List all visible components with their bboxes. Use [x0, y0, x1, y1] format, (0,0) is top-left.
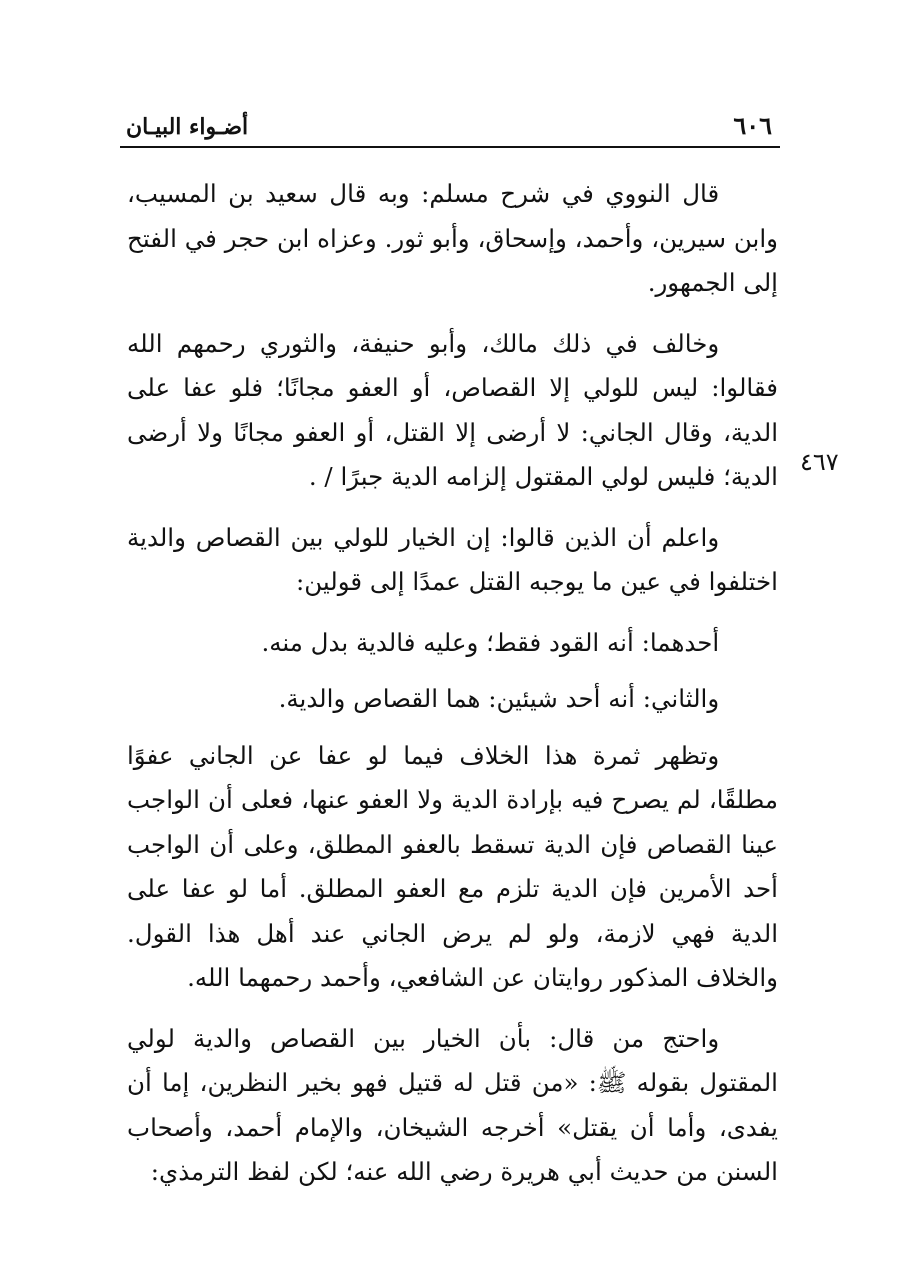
book-title: أضـواء البيـان	[126, 114, 249, 140]
paragraph-6: وتظهر ثمرة هذا الخلاف فيما لو عفا عن الجاني عفوًا مطلقًا، لم يصرح فيه بإرادة الدية ولا العفو عنها، فعلى أن الواجب عينا القصاص فإن الدية تسقط بالعفو المطلق، وعلى أن الواجب أحد الأمرين فإن الدية تلزم مع العفو المطلق. أما لو عفا على الدية فهي لازمة، ولو لم يرض الجاني عند أهل هذا القول. والخلاف المذكور روايتان عن الشافعي، وأحمد رحمهما الله.	[127, 740, 778, 992]
page-number: ٦٠٦	[733, 111, 772, 140]
page-body	[127, 172, 778, 1211]
paragraph-4: أحدهما: أنه القود فقط؛ وعليه فالدية بدل منه.	[261, 627, 720, 657]
paragraph-7: واحتج من قال: بأن الخيار بين القصاص والدية لولي المقتول بقوله ﷺ: «من قتل له قتيل فهو بخير النظرين، إما أن يفدى، وأما أن يقتل» أخرجه الشيخان، والإمام أحمد، وأصحاب السنن من حديث أبي هريرة رضي الله عنه؛ لكن لفظ الترمذي:	[127, 1023, 778, 1186]
paragraph-3: واعلم أن الذين قالوا: إن الخيار للولي بين القصاص والدية اختلفوا في عين ما يوجبه القتل عمدًا إلى قولين:	[127, 522, 778, 596]
paragraph-5: والثاني: أنه أحد شيئين: هما القصاص والدية.	[278, 684, 720, 713]
paragraph-2: وخالف في ذلك مالك، وأبو حنيفة، والثوري رحمهم الله فقالوا: ليس للولي إلا القصاص، أو العفو مجانًا؛ فلو عفا على الدية، وقال الجاني: لا أرضى إلا القتل، أو العفو مجانًا ولا أرضى الدية؛ فليس لولي المقتول إلزامه الدية جبرًا / .	[127, 328, 778, 491]
page-header	[120, 104, 780, 148]
margin-page-reference: ٤٦٧	[800, 448, 839, 476]
paragraph-1: قال النووي في شرح مسلم: وبه قال سعيد بن المسيب، وابن سيرين، وأحمد، وإسحاق، وأبو ثور. وعزاه ابن حجر في الفتح إلى الجمهور.	[127, 179, 778, 297]
